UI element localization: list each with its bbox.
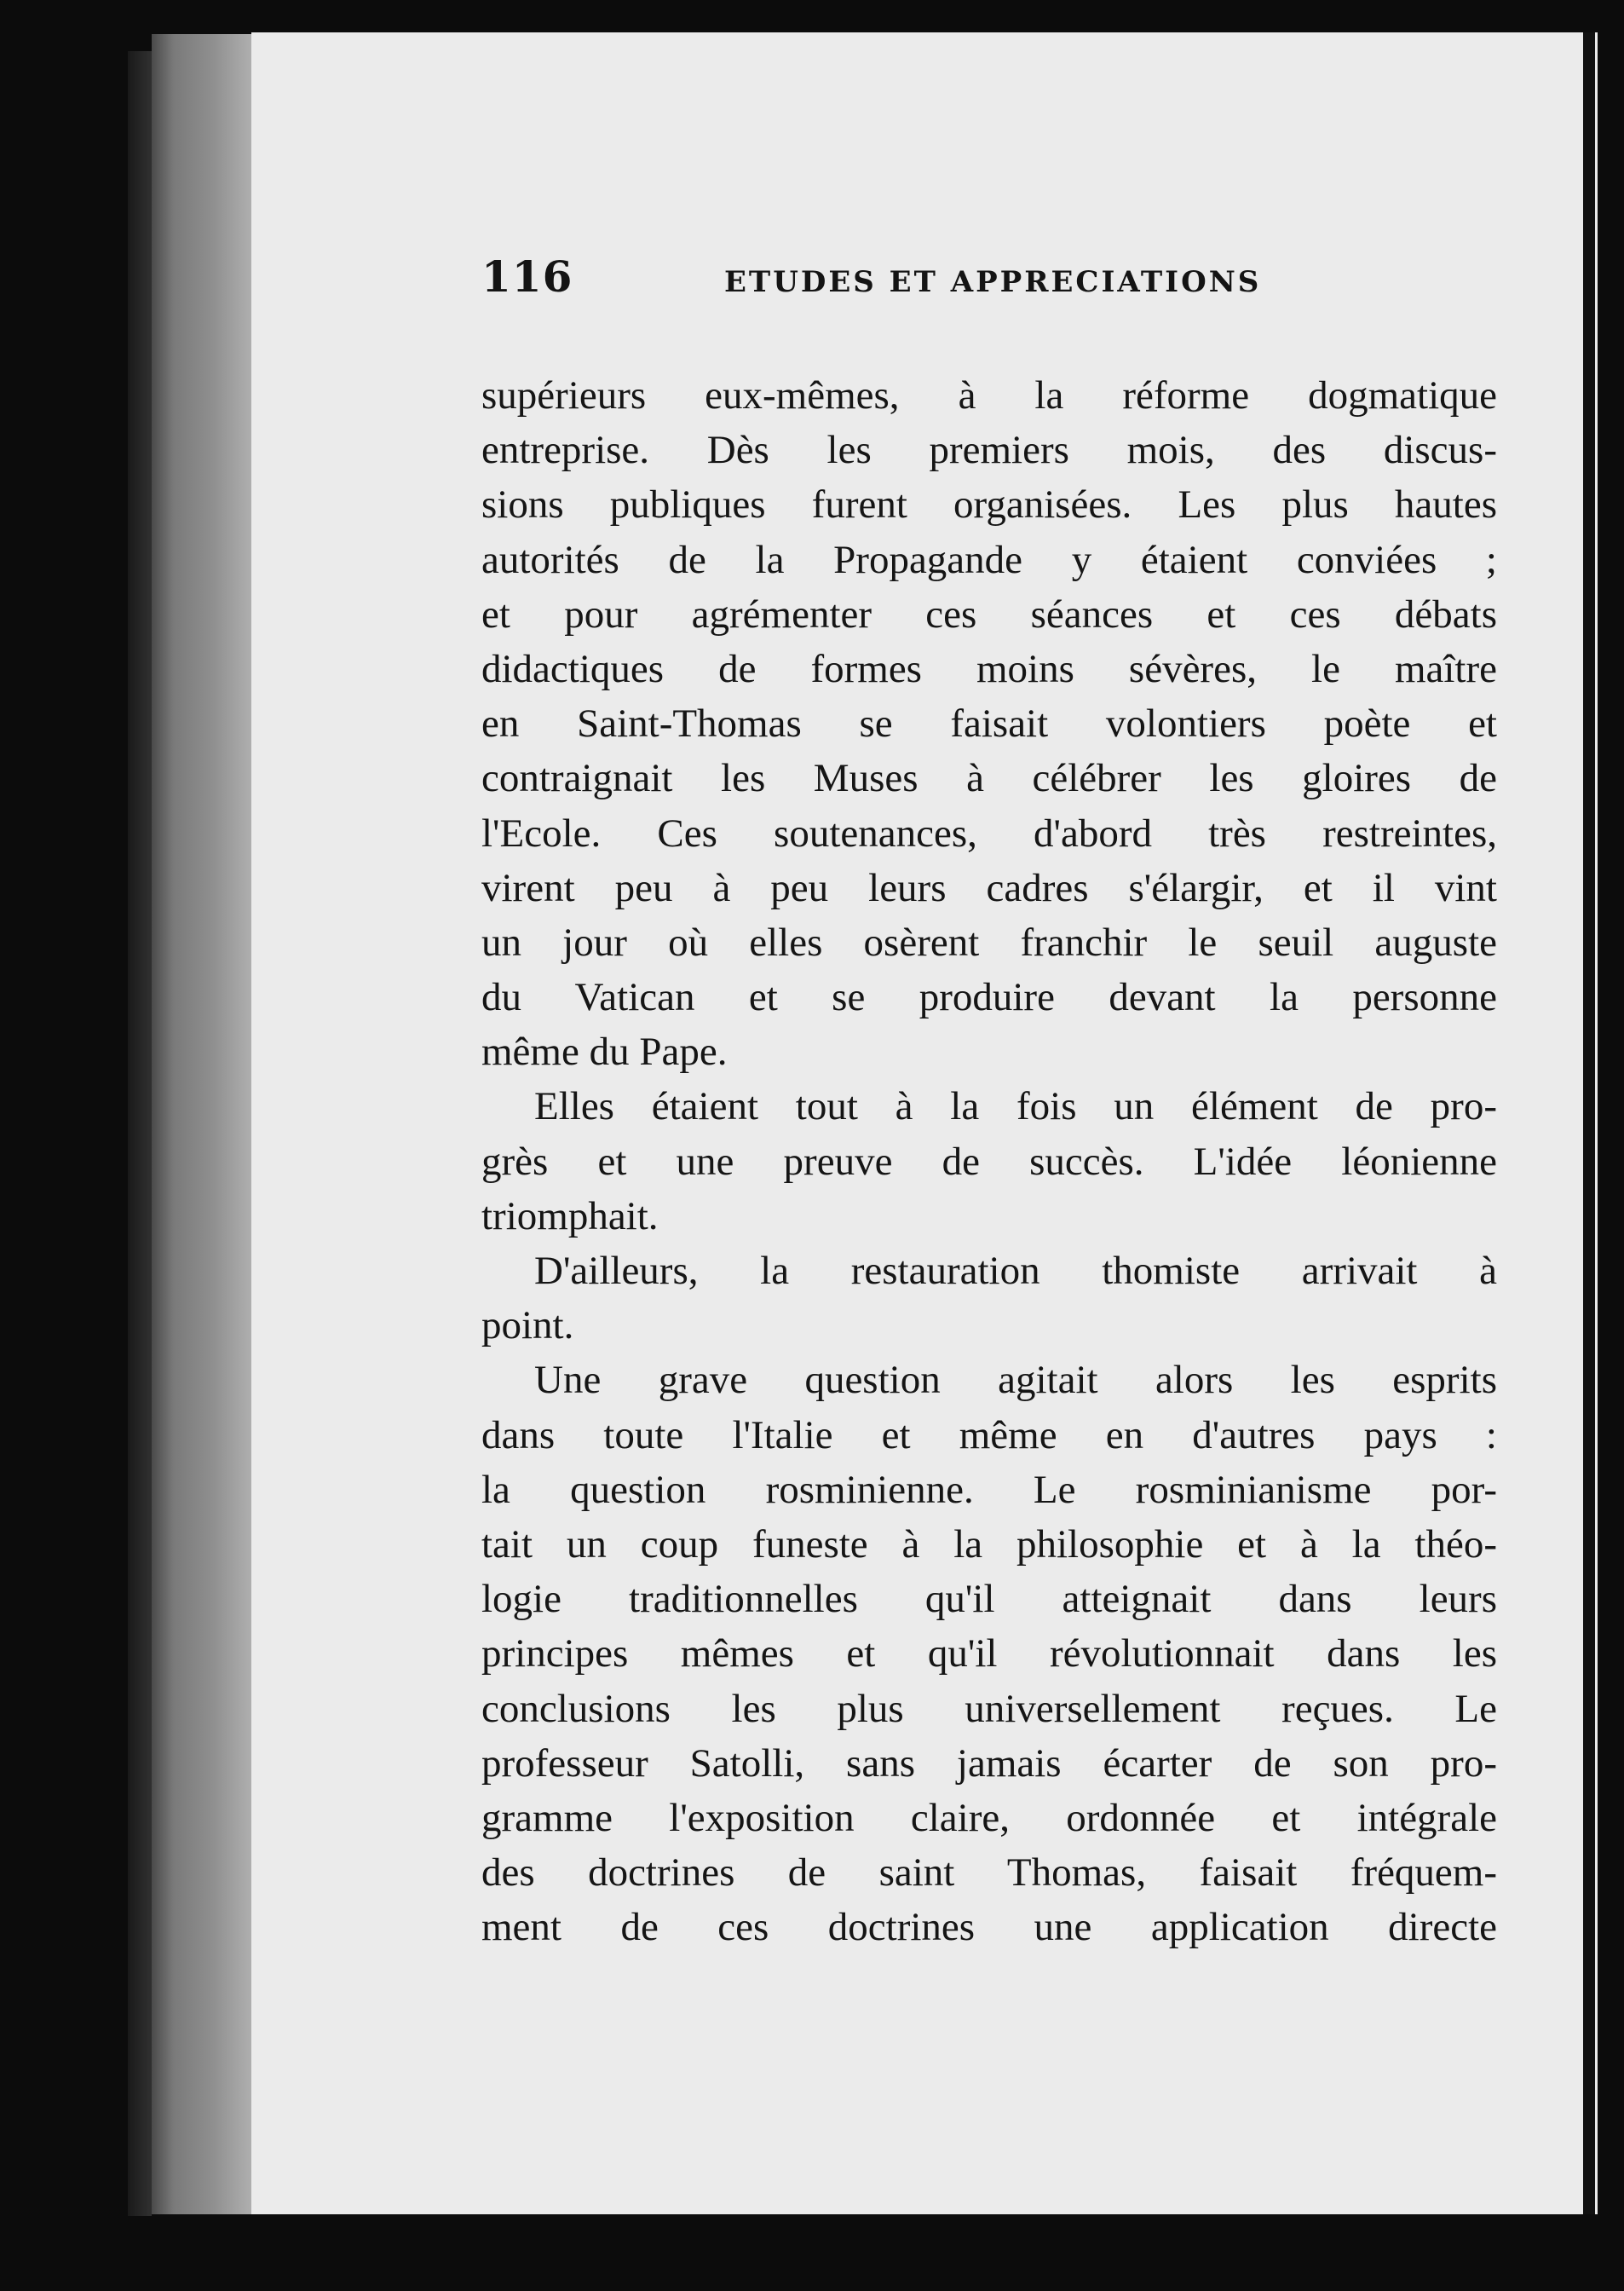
text-line: professeur Satolli, sans jamais écarter de son pro- — [481, 1740, 1497, 1786]
book-gutter — [152, 34, 262, 2216]
text-line: Elles étaient tout à la fois un élément de pro- — [534, 1084, 1497, 1129]
text-line: D'ailleurs, la restauration thomiste arrivait à — [534, 1249, 1497, 1293]
text-line: ment de ces doctrines une application directe — [481, 1905, 1497, 1950]
text-line: des doctrines de saint Thomas, faisait fréquem- — [481, 1850, 1497, 1896]
text-line: même du Pape. — [481, 1030, 728, 1075]
text-line: conclusions les plus universellement reçues. Le — [481, 1686, 1497, 1731]
text-line: virent peu à peu leurs cadres s'élargir, et il vint — [481, 865, 1497, 910]
text-line: Une grave question agitait alors les esprits — [534, 1358, 1497, 1403]
text-line: principes mêmes et qu'il révolutionnait dans les — [481, 1631, 1497, 1676]
running-title: ETUDES ET APPRECIATIONS — [724, 265, 1262, 299]
page-bottom-shadow — [152, 2214, 1600, 2291]
text-line: un jour où elles osèrent franchir le seuil auguste — [481, 920, 1497, 965]
page-number: 116 — [481, 251, 573, 302]
text-line: point. — [481, 1303, 574, 1348]
text-line: didactiques de formes moins sévères, le maître — [481, 646, 1497, 691]
text-line: triomphait. — [481, 1193, 659, 1238]
text-line: supérieurs eux-mêmes, à la réforme dogmatique — [481, 373, 1497, 418]
text-line: en Saint-Thomas se faisait volontiers poète et — [481, 701, 1497, 747]
body-text — [481, 368, 1497, 1954]
text-line: sions publiques furent organisées. Les plus hautes — [481, 482, 1497, 528]
text-line: tait un coup funeste à la philosophie et à la théo- — [481, 1521, 1497, 1567]
page-header — [481, 251, 1504, 311]
text-line: grès et une preuve de succès. L'idée léonienne — [481, 1139, 1497, 1184]
text-line: gramme l'exposition claire, ordonnée et intégrale — [481, 1795, 1497, 1840]
text-line: contraignait les Muses à célébrer les gloires de — [481, 756, 1497, 801]
page-right-edge — [1583, 32, 1595, 2214]
text-line: autorités de la Propagande y étaient conviées ; — [481, 537, 1497, 582]
text-line: la question rosminienne. Le rosminianisme por- — [481, 1467, 1497, 1512]
text-line: logie traditionnelles qu'il atteignait dans leurs — [481, 1577, 1497, 1622]
text-line: l'Ecole. Ces soutenances, d'abord très restreintes, — [481, 811, 1497, 856]
text-line: entreprise. Dès les premiers mois, des discus- — [481, 428, 1497, 473]
text-line: du Vatican et se produire devant la personne — [481, 975, 1497, 1020]
text-line: et pour agrémenter ces séances et ces débats — [481, 592, 1497, 637]
text-line: dans toute l'Italie et même en d'autres pays : — [481, 1412, 1497, 1457]
